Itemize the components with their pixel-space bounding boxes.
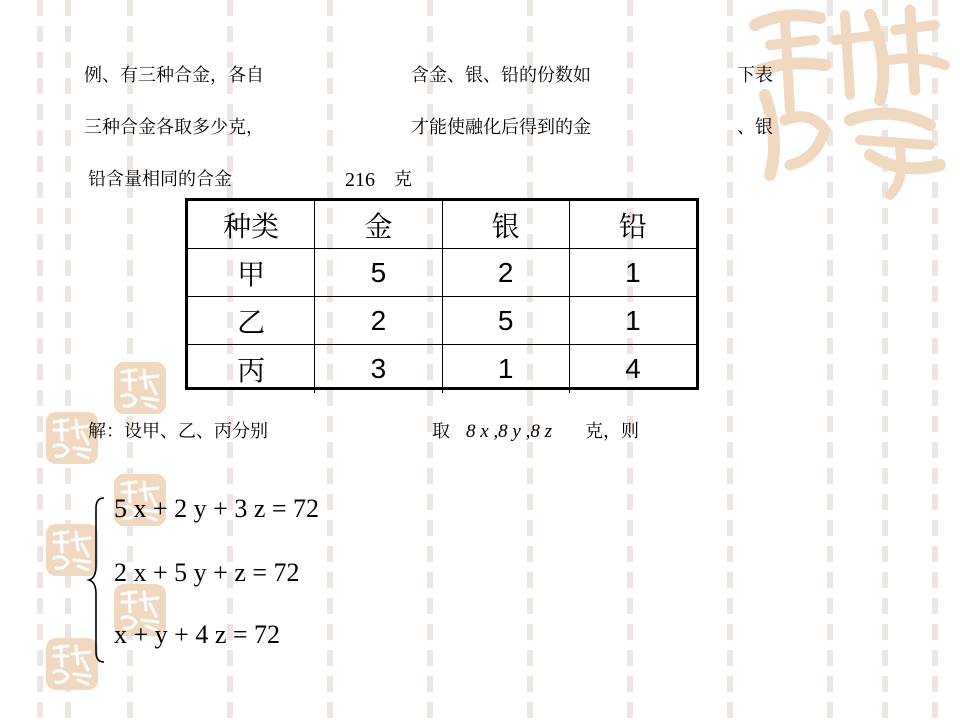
problem-line-3-unit: 克 (394, 169, 412, 190)
problem-line-3-number: 216 (345, 169, 375, 191)
table-row (188, 297, 696, 345)
problem-line-3-part-a: 铅含量相同的合金 (88, 169, 232, 190)
table-cell: 2 (443, 249, 570, 297)
table-cell: 5 (443, 297, 570, 345)
solution-variables: 8 x ,8 y ,8 z (466, 421, 553, 442)
equation-2: 2 x + 5 y + z = 72 (114, 558, 300, 587)
table-header-cell: 种类 (188, 201, 315, 249)
problem-line-1-part-c: 下表 (737, 65, 773, 86)
table-header-cell: 铅 (570, 201, 696, 249)
problem-line-1-part-b: 含金、银、铅的份数如 (411, 65, 591, 86)
table-header-cell: 银 (443, 201, 570, 249)
solution-label: 解：设甲、乙、丙分别 (88, 421, 268, 442)
table-cell: 1 (570, 297, 696, 345)
table-row (188, 249, 696, 297)
table-cell: 丙 (188, 345, 315, 393)
problem-line-2-part-c: 、银 (737, 117, 773, 138)
solution-statement (0, 418, 960, 448)
table-header-cell: 金 (315, 201, 442, 249)
table-cell: 5 (315, 249, 442, 297)
problem-line-2-part-b: 才能使融化后得到的金 (411, 117, 591, 138)
table-header-row (188, 201, 696, 249)
alloy-ratio-table (185, 198, 699, 390)
solution-tail: 克，则 (585, 421, 639, 442)
solution-take: 取 (432, 421, 450, 442)
equation-1: 5 x + 2 y + 3 z = 72 (114, 494, 320, 523)
equation-3: x + y + 4 z = 72 (114, 620, 281, 649)
table-cell: 1 (570, 249, 696, 297)
table-row (188, 345, 696, 393)
table-cell: 1 (443, 345, 570, 393)
table-cell: 3 (315, 345, 442, 393)
problem-line-1-part-a: 例、有三种合金，各自 (84, 65, 264, 86)
table-cell: 乙 (188, 297, 315, 345)
table-cell: 4 (625, 353, 641, 384)
seal-watermark-small-icon (112, 360, 168, 416)
problem-statement (0, 0, 960, 200)
table-cell: 甲 (188, 249, 315, 297)
table-cell: 2 (315, 297, 442, 345)
problem-line-2-part-a: 三种合金各取多少克， (84, 117, 264, 138)
equation-system-brace (86, 494, 110, 666)
